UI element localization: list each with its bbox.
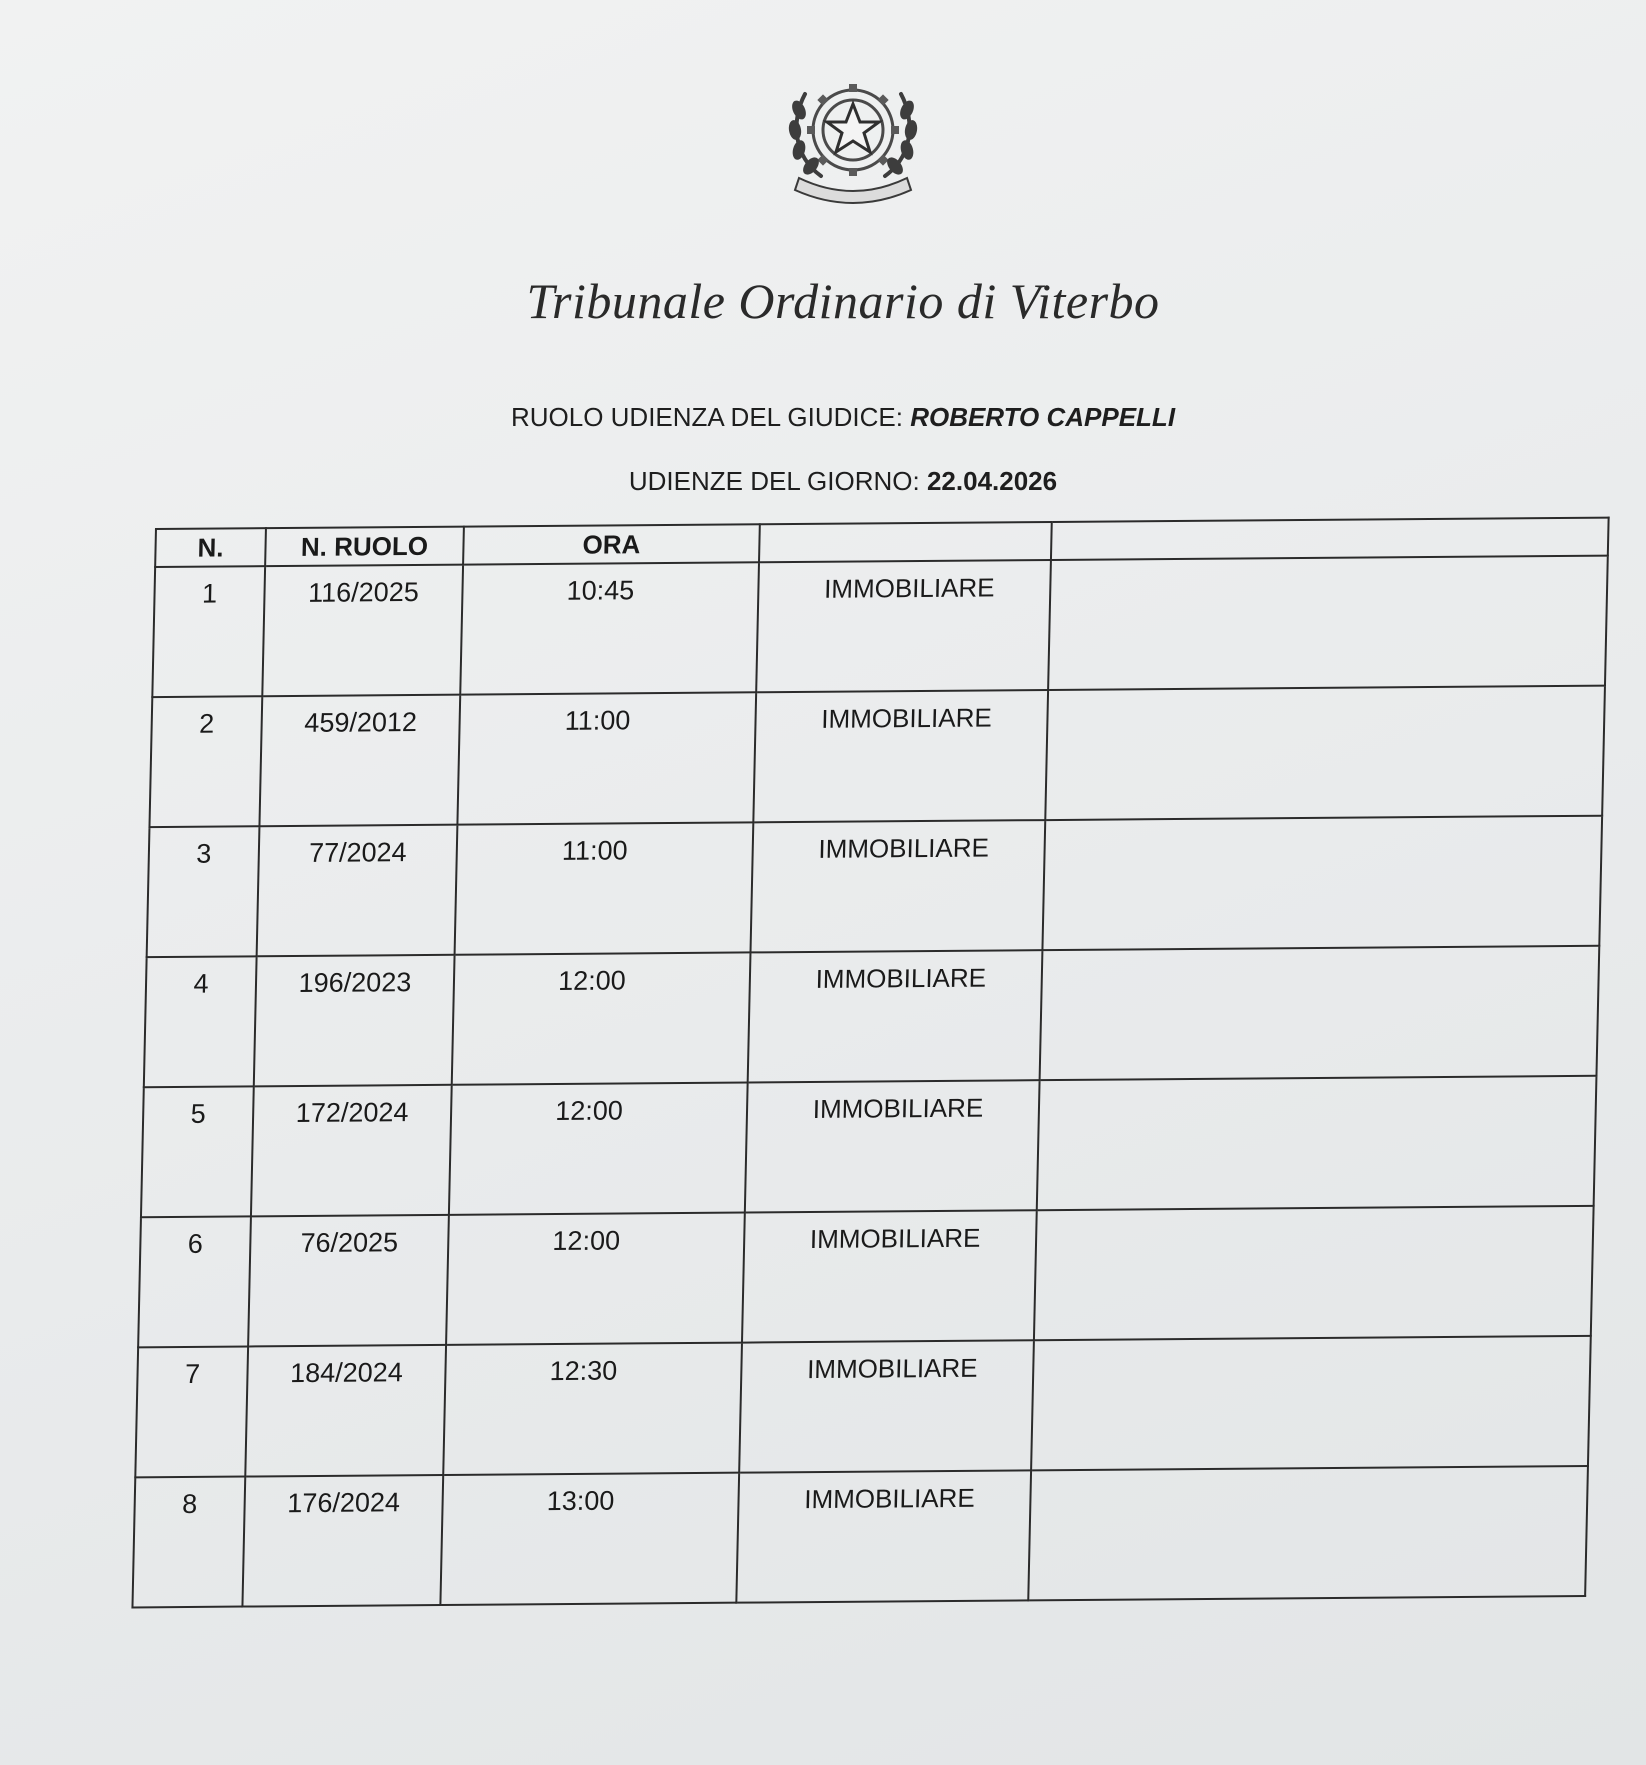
cell-tipo-text: IMMOBILIARE [812, 1092, 984, 1124]
cell-ora-text: 12:30 [549, 1355, 618, 1387]
cell-tipo [742, 1210, 1037, 1342]
table-row [141, 1076, 1596, 1217]
cell-tipo-text: IMMOBILIARE [820, 702, 993, 734]
cell-n: 3 [147, 826, 260, 957]
hearings-table-wrap [131, 517, 1609, 1609]
date-line [0, 466, 1646, 497]
cell-ruolo: 184/2024 [245, 1345, 446, 1477]
cell-ruolo: 459/2012 [259, 695, 460, 827]
cell-ora [443, 1343, 742, 1475]
cell-n: 5 [141, 1086, 254, 1217]
column-header-tipo [759, 522, 1052, 562]
table-row [138, 1206, 1593, 1347]
cell-ora-text: 12:00 [552, 1225, 621, 1257]
cell-tipo [739, 1340, 1034, 1472]
cell-tipo-text: IMMOBILIARE [815, 962, 987, 994]
cell-ora [460, 562, 759, 694]
table-row [135, 1336, 1590, 1477]
cell-n: 8 [132, 1477, 245, 1608]
judge-label: RUOLO UDIENZA DEL GIUDICE: [510, 402, 903, 432]
cell-ruolo: 76/2025 [248, 1215, 449, 1347]
cell-tipo-text: IMMOBILIARE [823, 572, 995, 604]
cell-tipo [756, 560, 1051, 692]
column-header-n: N. [155, 528, 266, 567]
cell-extra [1040, 946, 1600, 1080]
cell-ora [446, 1213, 745, 1345]
table-row [132, 1466, 1587, 1607]
cell-ruolo: 77/2024 [257, 825, 458, 957]
cell-extra [1037, 1076, 1597, 1210]
judge-name: ROBERTO CAPPELLI [910, 402, 1176, 432]
cell-extra [1042, 816, 1602, 950]
column-header-ora: ORA [463, 524, 760, 564]
cell-ora [440, 1473, 739, 1605]
cell-tipo [753, 690, 1048, 822]
cell-tipo [745, 1080, 1040, 1212]
cell-tipo-text: IMMOBILIARE [818, 832, 990, 864]
cell-n: 4 [144, 956, 257, 1087]
cell-ora [457, 692, 756, 824]
cell-tipo-text: IMMOBILIARE [809, 1222, 981, 1255]
cell-ruolo: 176/2024 [242, 1475, 443, 1607]
cell-tipo [748, 950, 1043, 1082]
cell-ora-text: 11:00 [564, 705, 631, 736]
column-header-ruolo: N. RUOLO [265, 527, 464, 567]
cell-n: 7 [135, 1346, 248, 1477]
date-label: UDIENZE DEL GIORNO: [628, 466, 920, 496]
table-row [144, 946, 1599, 1087]
cell-ora-text: 12:00 [554, 1095, 624, 1126]
cell-ruolo: 172/2024 [251, 1085, 452, 1217]
cell-ora-text: 13:00 [546, 1485, 615, 1517]
column-header-extra [1051, 518, 1609, 560]
cell-ruolo: 196/2023 [254, 955, 455, 1087]
table-row [147, 816, 1602, 957]
hearing-date: 22.04.2026 [926, 466, 1058, 496]
italian-republic-emblem-icon [783, 64, 923, 206]
cell-extra [1034, 1206, 1594, 1340]
cell-ora-text: 11:00 [561, 835, 628, 866]
cell-tipo-text: IMMOBILIARE [803, 1482, 976, 1515]
court-title: Tribunale Ordinario di Viterbo [526, 273, 1160, 329]
cell-n: 6 [138, 1216, 251, 1347]
cell-extra [1028, 1466, 1588, 1600]
cell-extra [1045, 686, 1605, 820]
table-row [149, 686, 1604, 827]
cell-ora [455, 822, 754, 954]
cell-extra [1031, 1336, 1591, 1470]
cell-ora [449, 1082, 748, 1214]
hearings-table [131, 517, 1609, 1609]
cell-tipo [750, 820, 1045, 952]
judge-line [0, 402, 1646, 433]
cell-ora-text: 10:45 [566, 575, 635, 606]
cell-n: 1 [152, 566, 265, 697]
cell-ruolo: 116/2025 [262, 565, 463, 697]
table-row [152, 556, 1607, 697]
cell-tipo [736, 1470, 1031, 1602]
cell-n: 2 [149, 696, 262, 827]
cell-extra [1048, 556, 1608, 690]
cell-ora [452, 952, 751, 1084]
cell-tipo-text: IMMOBILIARE [806, 1352, 978, 1385]
cell-ora-text: 12:00 [557, 965, 627, 996]
